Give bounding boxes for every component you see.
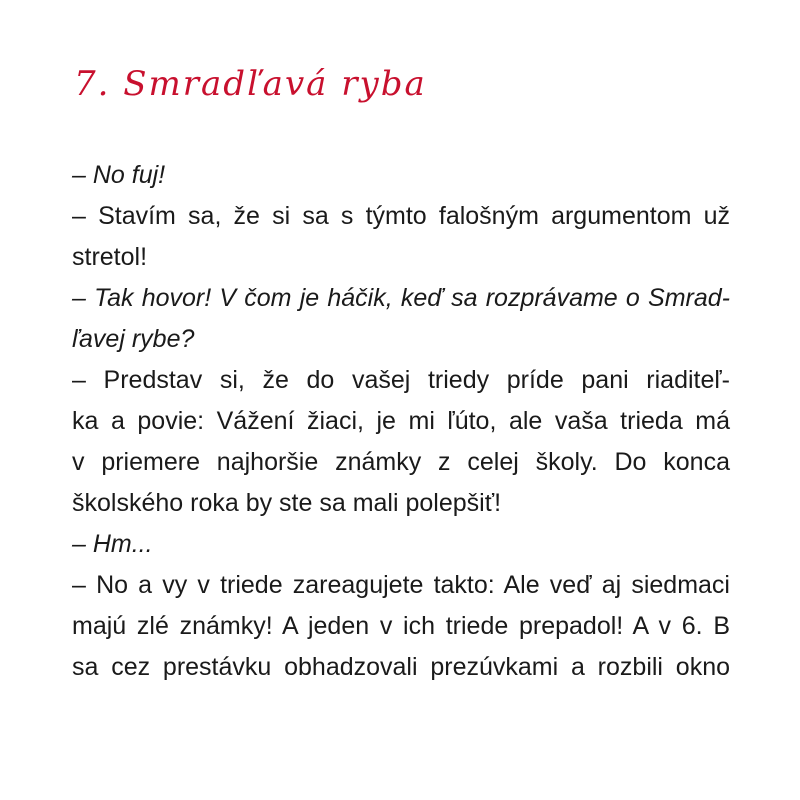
dialogue-line-7: ka a povie: Vážení žiaci, je mi ľúto, ale vaša trieda má [72, 407, 730, 435]
dialogue-line-13: sa cez prestávku obhadzovali prezúvkami a rozbili okno [72, 653, 730, 681]
dialogue-line-9: školského roka by ste sa mali polepšiť! [72, 489, 502, 517]
dialogue-line-4: – Tak hovor! V čom je háčik, keď sa rozprávame o Smrad- [72, 284, 730, 312]
dialogue-line-8: v priemere najhoršie známky z celej školy. Do konca [72, 448, 730, 476]
chapter-title: 7. Smradľavá ryba [74, 64, 427, 104]
dialogue-line-5: ľavej rybe? [72, 325, 195, 353]
dialogue-line-11: – No a vy v triede zareagujete takto: Ale veď aj siedmaci [72, 571, 730, 599]
chapter-body [72, 155, 730, 688]
dialogue-line-12: majú zlé známky! A jeden v ich triede prepadol! A v 6. B [72, 612, 730, 640]
dialogue-line-6: – Predstav si, že do vašej triedy príde pani riaditeľ- [72, 366, 730, 394]
dialogue-line-2: – Stavím sa, že si sa s týmto falošným argumentom už [72, 202, 730, 230]
dialogue-line-10: – Hm... [72, 530, 153, 558]
dialogue-line-3: stretol! [72, 243, 148, 271]
dialogue-line-1: – No fuj! [72, 161, 166, 189]
